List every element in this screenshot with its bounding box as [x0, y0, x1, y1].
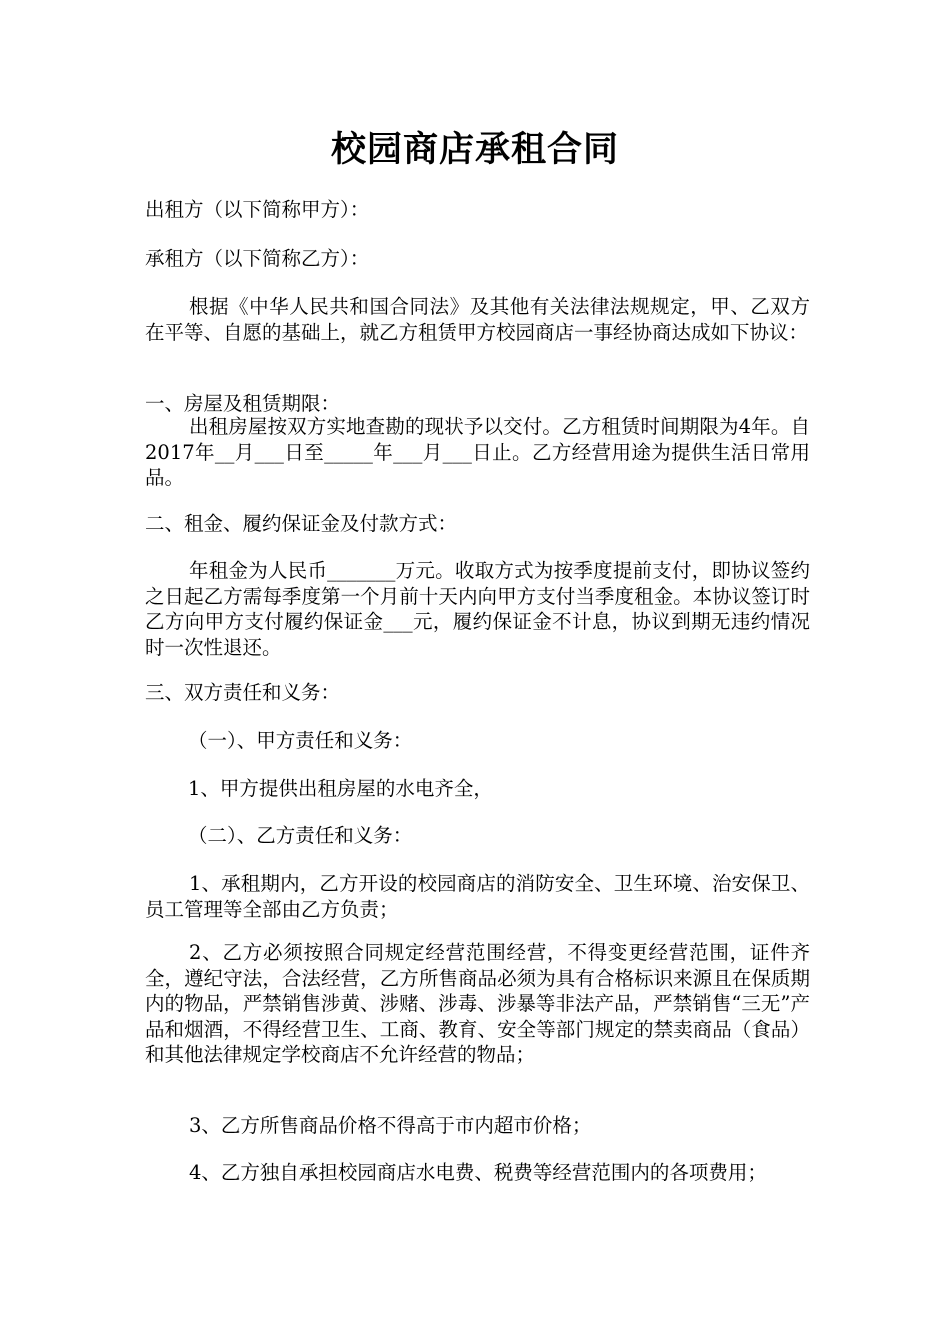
- section-3-heading: 三、双方责任和义务：: [145, 681, 341, 704]
- party-b-item-1: 1、承租期内，乙方开设的校园商店的消防安全、卫生环境、治安保卫、员工管理等全部由乙方负责；: [145, 872, 810, 921]
- party-b-heading: （二）、乙方责任和义务：: [188, 824, 413, 847]
- preamble-paragraph: 根据《中华人民共和国合同法》及其他有关法律法规规定，甲、乙双方在平等、自愿的基础上，就乙方租赁甲方校园商店一事经协商达成如下协议：: [145, 295, 810, 344]
- section-2-body: 年租金为人民币_______万元。收取方式为按季度提前支付，即协议签约之日起乙方需每季度第一个月前十天内向甲方支付当季度租金。本协议签订时乙方向甲方支付履约保证金___元，履约保证金不计息，协议到期无违约情况时一次性退还。: [145, 559, 810, 659]
- section-1-body: 出租房屋按双方实地查勘的现状予以交付。乙方租赁时间期限为4年。自 2017年__月___日至_____年___月___日止。乙方经营用途为提供生活日常用品。: [145, 415, 810, 489]
- party-a-heading: （一）、甲方责任和义务：: [188, 729, 413, 752]
- lessee-line: 承租方（以下简称乙方）：: [145, 247, 370, 270]
- section-2-heading: 二、租金、履约保证金及付款方式：: [145, 512, 458, 535]
- document-title: 校园商店承租合同: [330, 129, 619, 170]
- party-b-item-4: 4、乙方独自承担校园商店水电费、税费等经营范围内的各项费用；: [189, 1161, 767, 1184]
- party-b-item-2: 2、乙方必须按照合同规定经营范围经营，不得变更经营范围，证件齐全，遵纪守法，合法经营，乙方所售商品必须为具有合格标识来源且在保质期内的物品，严禁销售涉黄、涉赌、涉毒、涉暴等非法产品，严禁销售“三无”产品和烟酒，不得经营卫生、工商、教育、安全等部门规定的禁卖商品（食品）和其他法律规定学校商店不允许经营的物品；: [145, 941, 810, 1066]
- party-a-item-1: 1、甲方提供出租房屋的水电齐全，: [188, 777, 493, 800]
- lessor-line: 出租方（以下简称甲方）：: [145, 198, 370, 221]
- section-1-heading: 一、房屋及租赁期限：: [145, 392, 341, 415]
- party-b-item-3: 3、乙方所售商品价格不得高于市内超市价格；: [189, 1114, 592, 1137]
